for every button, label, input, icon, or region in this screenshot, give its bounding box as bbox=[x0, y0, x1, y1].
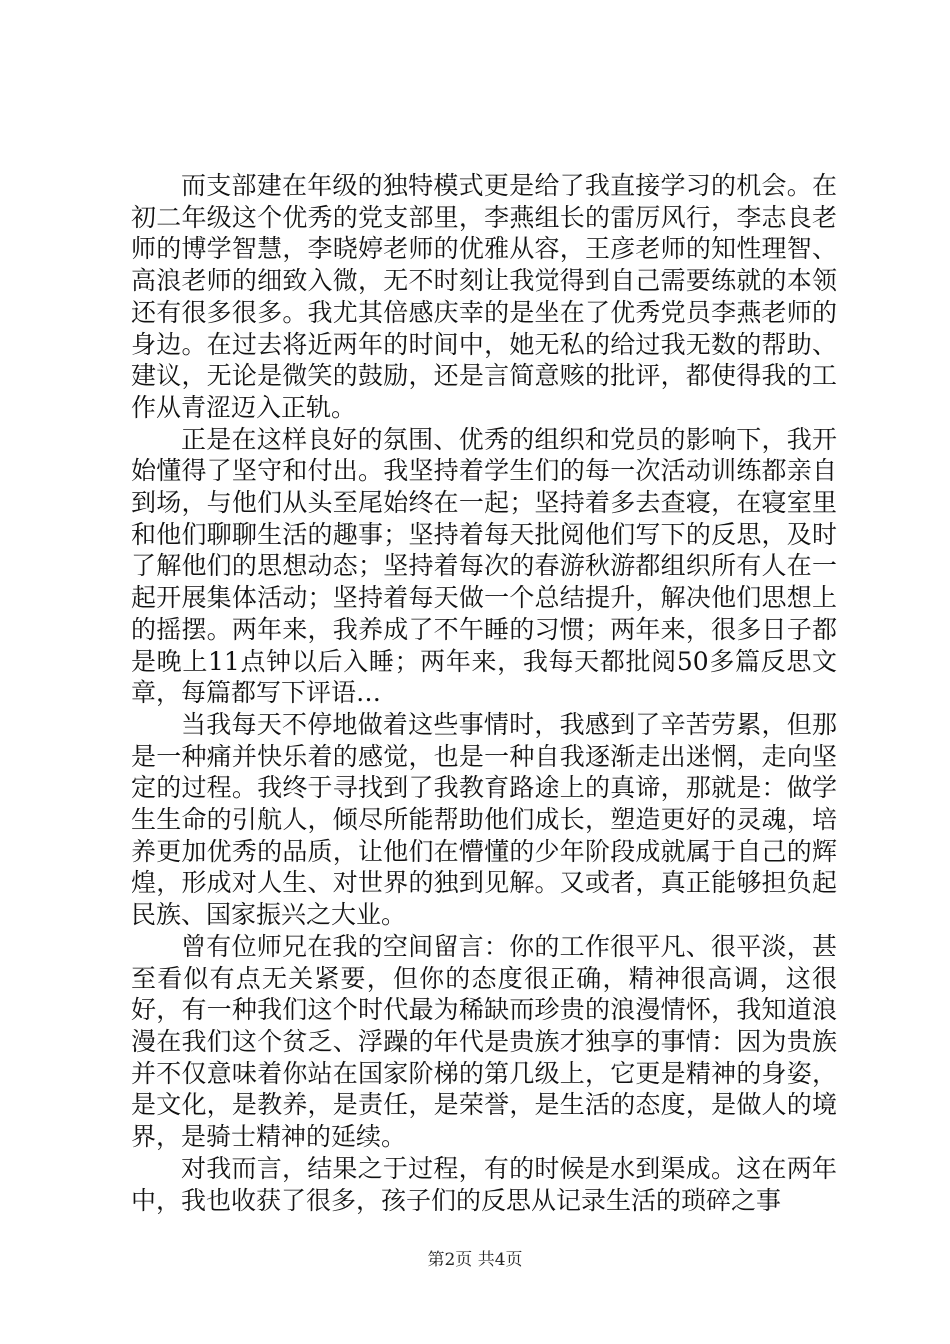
paragraph: 而支部建在年级的独特模式更是给了我直接学习的机会。在初二年级这个优秀的党支部里，李燕组长的雷厉风行，李志良老师的博学智慧，李晓婷老师的优雅从容，王彦老师的知性理智、高浪老师的细致入微，无不时刻让我觉得到自己需要练就的本领还有很多很多。我尤其倍感庆幸的是坐在了优秀党员李燕老师的身边。在过去将近两年的时间中，她无私的给过我无数的帮助、建议，无论是微笑的鼓励，还是言简意赅的批评，都使得我的工作从青涩迈入正轨。 bbox=[131, 171, 837, 422]
paragraph: 当我每天不停地做着这些事情时，我感到了辛苦劳累，但那是一种痛并快乐着的感觉，也是一种自我逐渐走出迷惘，走向坚定的过程。我终于寻找到了我教育路途上的真谛，那就是：做学生生命的引航人，倾尽所能帮助他们成长，塑造更好的灵魂，培养更加优秀的品质，让他们在懵懂的少年阶段成就属于自己的辉煌，形成对人生、对世界的独到见解。又或者，真正能够担负起民族、国家振兴之大业。 bbox=[131, 709, 837, 930]
paragraph: 曾有位师兄在我的空间留言：你的工作很平凡、很平淡，甚至看似有点无关紧要，但你的态度很正确，精神很高调，这很好，有一种我们这个时代最为稀缺而珍贵的浪漫情怀，我知道浪漫在我们这个贫乏、浮躁的年代是贵族才独享的事情：因为贵族并不仅意味着你站在国家阶梯的第几级上，它更是精神的身姿，是文化，是教养，是责任，是荣誉，是生活的态度，是做人的境界，是骑士精神的延续。 bbox=[131, 931, 837, 1152]
page-number-footer: 第2页 共4页 bbox=[427, 1250, 523, 1270]
paragraph: 对我而言，结果之于过程，有的时候是水到渠成。这在两年中，我也收获了很多，孩子们的反思从记录生活的琐碎之事 bbox=[131, 1153, 837, 1215]
paragraph: 正是在这样良好的氛围、优秀的组织和党员的影响下，我开始懂得了坚守和付出。我坚持着学生们的每一次活动训练都亲自到场，与他们从头至尾始终在一起；坚持着多去查寝，在寝室里和他们聊聊生活的趣事；坚持着每天批阅他们写下的反思，及时了解他们的思想动态；坚持着每次的春游秋游都组织所有人在一起开展集体活动；坚持着每天做一个总结提升，解决他们思想上的摇摆。两年来，我养成了不午睡的习惯；两年来，很多日子都是晚上11点钟以后入睡；两年来，我每天都批阅50多篇反思文章，每篇都写下评语… bbox=[131, 424, 837, 708]
document-body bbox=[131, 170, 837, 1216]
